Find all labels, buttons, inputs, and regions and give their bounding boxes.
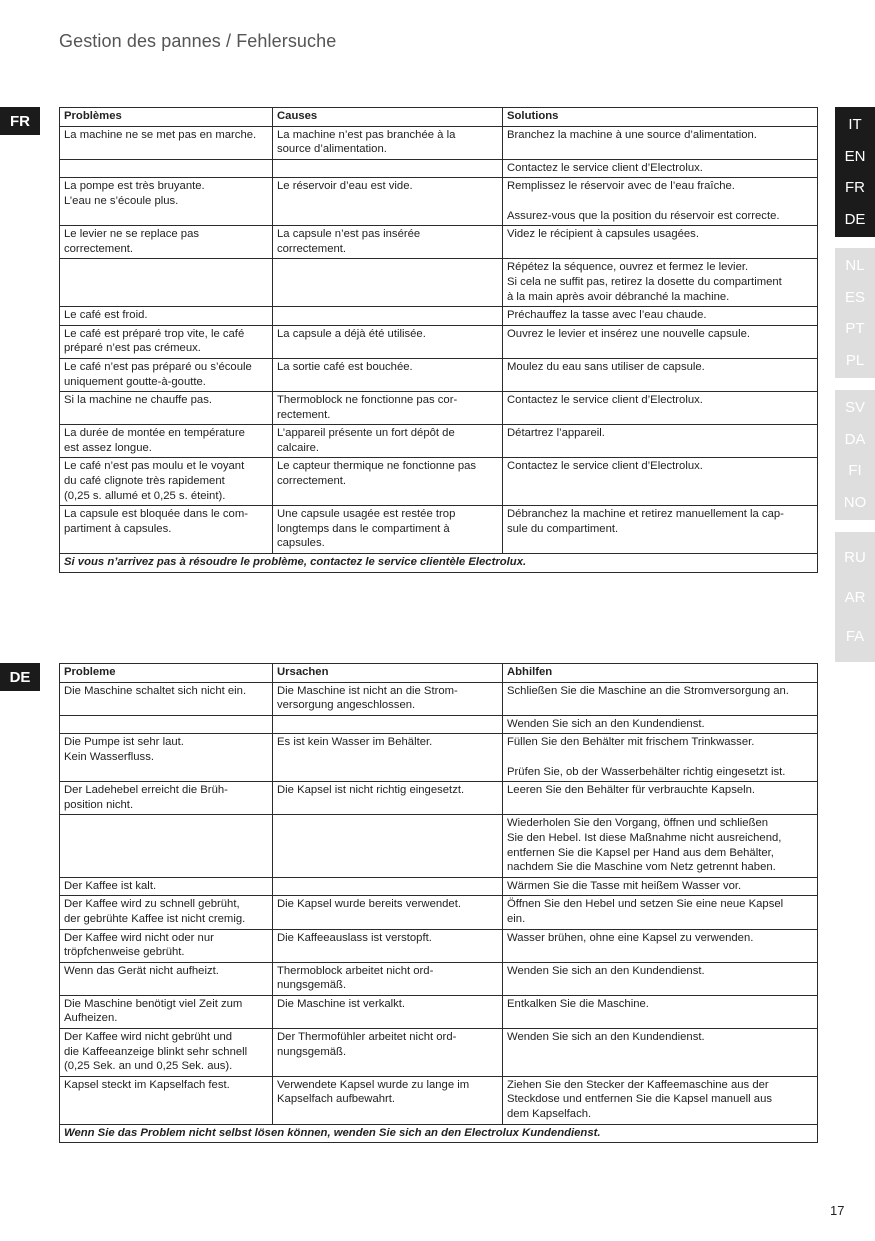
language-badge-de: DE — [0, 663, 40, 691]
solution-cell: Wenden Sie sich an den Kundendienst. — [503, 962, 818, 995]
column-header-problems: Problèmes — [60, 108, 273, 127]
solution-cell: Contactez le service client d’Electrolux. — [503, 458, 818, 506]
column-header-solutions: Abhilfen — [503, 664, 818, 683]
solution-cell: Wasser brühen, ohne eine Kapsel zu verwenden. — [503, 929, 818, 962]
table-row — [60, 734, 818, 782]
cause-cell: Thermoblock arbeitet nicht ord- nungsgemäß. — [273, 962, 503, 995]
problem-cell: La capsule est bloquée dans le com- partiment à capsules. — [60, 506, 273, 554]
footer-note: Wenn Sie das Problem nicht selbst lösen können, wenden Sie sich an den Electrolux Kundendienst. — [60, 1124, 818, 1143]
solution-cell: Öffnen Sie den Hebel und setzen Sie eine neue Kapsel ein. — [503, 896, 818, 929]
solution-cell: Moulez du eau sans utiliser de capsule. — [503, 358, 818, 391]
cause-cell: Thermoblock ne fonctionne pas cor- rectement. — [273, 392, 503, 425]
column-header-problems: Probleme — [60, 664, 273, 683]
cause-cell: Die Kapsel wurde bereits verwendet. — [273, 896, 503, 929]
solution-cell: Remplissez le réservoir avec de l’eau fraîche. Assurez-vous que la position du réservoir est correcte. — [503, 178, 818, 226]
problem-cell — [60, 715, 273, 734]
problem-cell: La machine ne se met pas en marche. — [60, 126, 273, 159]
problem-cell — [60, 159, 273, 178]
cause-cell: La capsule n’est pas insérée correctement. — [273, 226, 503, 259]
problem-cell: La durée de montée en température est assez longue. — [60, 425, 273, 458]
problem-cell: Die Maschine schaltet sich nicht ein. — [60, 682, 273, 715]
problem-cell — [60, 815, 273, 877]
column-header-causes: Causes — [273, 108, 503, 127]
problem-cell: Le café est préparé trop vite, le café préparé n’est pas crémeux. — [60, 325, 273, 358]
problem-cell: Le café est froid. — [60, 307, 273, 326]
table-row — [60, 126, 818, 159]
table-row — [60, 715, 818, 734]
problem-cell: Kapsel steckt im Kapselfach fest. — [60, 1076, 273, 1124]
table-row — [60, 425, 818, 458]
table-row — [60, 325, 818, 358]
solution-cell: Préchauffez la tasse avec l’eau chaude. — [503, 307, 818, 326]
solution-cell: Schließen Sie die Maschine an die Stromversorgung an. — [503, 682, 818, 715]
solution-cell: Contactez le service client d’Electrolux. — [503, 159, 818, 178]
table-row — [60, 178, 818, 226]
table-footer-row — [60, 554, 818, 573]
cause-cell: Die Maschine ist verkalkt. — [273, 995, 503, 1028]
lang-no: NO — [843, 494, 867, 512]
table-row — [60, 159, 818, 178]
table-footer-row — [60, 1124, 818, 1143]
lang-fi: FI — [848, 462, 862, 480]
cause-cell — [273, 877, 503, 896]
lang-en: EN — [844, 147, 866, 165]
table-row — [60, 307, 818, 326]
cause-cell: Die Maschine ist nicht an die Strom- versorgung angeschlossen. — [273, 682, 503, 715]
lang-de: DE — [844, 211, 866, 229]
solution-cell: Wiederholen Sie den Vorgang, öffnen und schließen Sie den Hebel. Ist diese Maßnahme nicht ausreichend, entfernen Sie die Kapsel per Hand aus dem Behälter, nachdem Sie die Maschine vom Netz getrennt haben. — [503, 815, 818, 877]
lang-da: DA — [844, 430, 866, 448]
cause-cell: Verwendete Kapsel wurde zu lange im Kapselfach aufbewahrt. — [273, 1076, 503, 1124]
cause-cell: Es ist kein Wasser im Behälter. — [273, 734, 503, 782]
table-row — [60, 1076, 818, 1124]
lang-it: IT — [848, 115, 862, 133]
table-row — [60, 929, 818, 962]
table-row — [60, 506, 818, 554]
language-index-group-2 — [835, 248, 875, 378]
cause-cell: Die Kapsel ist nicht richtig eingesetzt. — [273, 782, 503, 815]
cause-cell: La machine n’est pas branchée à la source d’alimentation. — [273, 126, 503, 159]
problem-cell — [60, 259, 273, 307]
problem-cell: Si la machine ne chauffe pas. — [60, 392, 273, 425]
cause-cell — [273, 715, 503, 734]
lang-ar: AR — [844, 588, 866, 606]
column-header-causes: Ursachen — [273, 664, 503, 683]
solution-cell: Leeren Sie den Behälter für verbrauchte Kapseln. — [503, 782, 818, 815]
language-index-active-group — [835, 107, 875, 237]
lang-fa: FA — [845, 628, 865, 646]
problem-cell: La pompe est très bruyante. L’eau ne s’écoule plus. — [60, 178, 273, 226]
solution-cell: Contactez le service client d’Electrolux. — [503, 392, 818, 425]
problem-cell: Die Pumpe ist sehr laut. Kein Wasserfluss. — [60, 734, 273, 782]
cause-cell: Une capsule usagée est restée trop longtemps dans le compartiment à capsules. — [273, 506, 503, 554]
table-header-row — [60, 108, 818, 127]
solution-cell: Branchez la machine à une source d’alimentation. — [503, 126, 818, 159]
lang-ru: RU — [844, 548, 866, 566]
solution-cell: Wärmen Sie die Tasse mit heißem Wasser vor. — [503, 877, 818, 896]
footer-note: Si vous n’arrivez pas à résoudre le problème, contactez le service clientèle Electrolux. — [60, 554, 818, 573]
cause-cell — [273, 159, 503, 178]
column-header-solutions: Solutions — [503, 108, 818, 127]
language-index-group-4 — [835, 532, 875, 662]
lang-pt: PT — [845, 320, 865, 338]
cause-cell: L’appareil présente un fort dépôt de calcaire. — [273, 425, 503, 458]
language-index-group-3 — [835, 390, 875, 520]
problem-cell: Wenn das Gerät nicht aufheizt. — [60, 962, 273, 995]
solution-cell: Répétez la séquence, ouvrez et fermez le levier. Si cela ne suffit pas, retirez la dosette du compartiment à la main après avoir débranché la machine. — [503, 259, 818, 307]
solution-cell: Ouvrez le levier et insérez une nouvelle capsule. — [503, 325, 818, 358]
table-row — [60, 392, 818, 425]
table-row — [60, 995, 818, 1028]
problem-cell: Der Kaffee wird nicht gebrüht und die Kaffeeanzeige blinkt sehr schnell (0,25 Sek. an und 0,25 Sek. aus). — [60, 1029, 273, 1077]
table-row — [60, 815, 818, 877]
solution-cell: Ziehen Sie den Stecker der Kaffeemaschine aus der Steckdose und entfernen Sie die Kapsel manuell aus dem Kapselfach. — [503, 1076, 818, 1124]
page-number: 17 — [830, 1203, 845, 1218]
cause-cell: Der Thermofühler arbeitet nicht ord- nungsgemäß. — [273, 1029, 503, 1077]
table-row — [60, 458, 818, 506]
solution-cell: Füllen Sie den Behälter mit frischem Trinkwasser. Prüfen Sie, ob der Wasserbehälter richtig eingesetzt ist. — [503, 734, 818, 782]
cause-cell — [273, 259, 503, 307]
table-row — [60, 877, 818, 896]
lang-nl: NL — [845, 256, 865, 274]
problem-cell: Der Kaffee wird nicht oder nur tröpfchenweise gebrüht. — [60, 929, 273, 962]
table-row — [60, 782, 818, 815]
lang-pl: PL — [845, 352, 865, 370]
table-row — [60, 1029, 818, 1077]
cause-cell: Le capteur thermique ne fonctionne pas correctement. — [273, 458, 503, 506]
solution-cell: Entkalken Sie die Maschine. — [503, 995, 818, 1028]
solution-cell: Wenden Sie sich an den Kundendienst. — [503, 715, 818, 734]
table-row — [60, 682, 818, 715]
cause-cell — [273, 815, 503, 877]
solution-cell: Videz le récipient à capsules usagées. — [503, 226, 818, 259]
troubleshooting-table-de — [59, 663, 818, 1143]
cause-cell: Die Kaffeeauslass ist verstopft. — [273, 929, 503, 962]
table-row — [60, 896, 818, 929]
cause-cell: Le réservoir d’eau est vide. — [273, 178, 503, 226]
table-row — [60, 226, 818, 259]
problem-cell: Le café n’est pas préparé ou s’écoule uniquement goutte-à-goutte. — [60, 358, 273, 391]
language-badge-fr: FR — [0, 107, 40, 135]
table-row — [60, 962, 818, 995]
lang-es: ES — [844, 288, 865, 306]
problem-cell: Le levier ne se replace pas correctement. — [60, 226, 273, 259]
problem-cell: Der Kaffee ist kalt. — [60, 877, 273, 896]
page-title: Gestion des pannes / Fehlersuche — [59, 31, 337, 51]
cause-cell: La sortie café est bouchée. — [273, 358, 503, 391]
lang-fr: FR — [845, 179, 865, 197]
solution-cell: Wenden Sie sich an den Kundendienst. — [503, 1029, 818, 1077]
table-row — [60, 358, 818, 391]
troubleshooting-table-fr — [59, 107, 818, 573]
table-row — [60, 259, 818, 307]
solution-cell: Débranchez la machine et retirez manuellement la cap- sule du compartiment. — [503, 506, 818, 554]
lang-sv: SV — [844, 398, 865, 416]
problem-cell: Le café n’est pas moulu et le voyant du café clignote très rapidement (0,25 s. allumé et 0,25 s. éteint). — [60, 458, 273, 506]
solution-cell: Détartrez l’appareil. — [503, 425, 818, 458]
problem-cell: Der Ladehebel erreicht die Brüh- position nicht. — [60, 782, 273, 815]
cause-cell: La capsule a déjà été utilisée. — [273, 325, 503, 358]
table-header-row — [60, 664, 818, 683]
problem-cell: Der Kaffee wird zu schnell gebrüht, der gebrühte Kaffee ist nicht cremig. — [60, 896, 273, 929]
problem-cell: Die Maschine benötigt viel Zeit zum Aufheizen. — [60, 995, 273, 1028]
cause-cell — [273, 307, 503, 326]
